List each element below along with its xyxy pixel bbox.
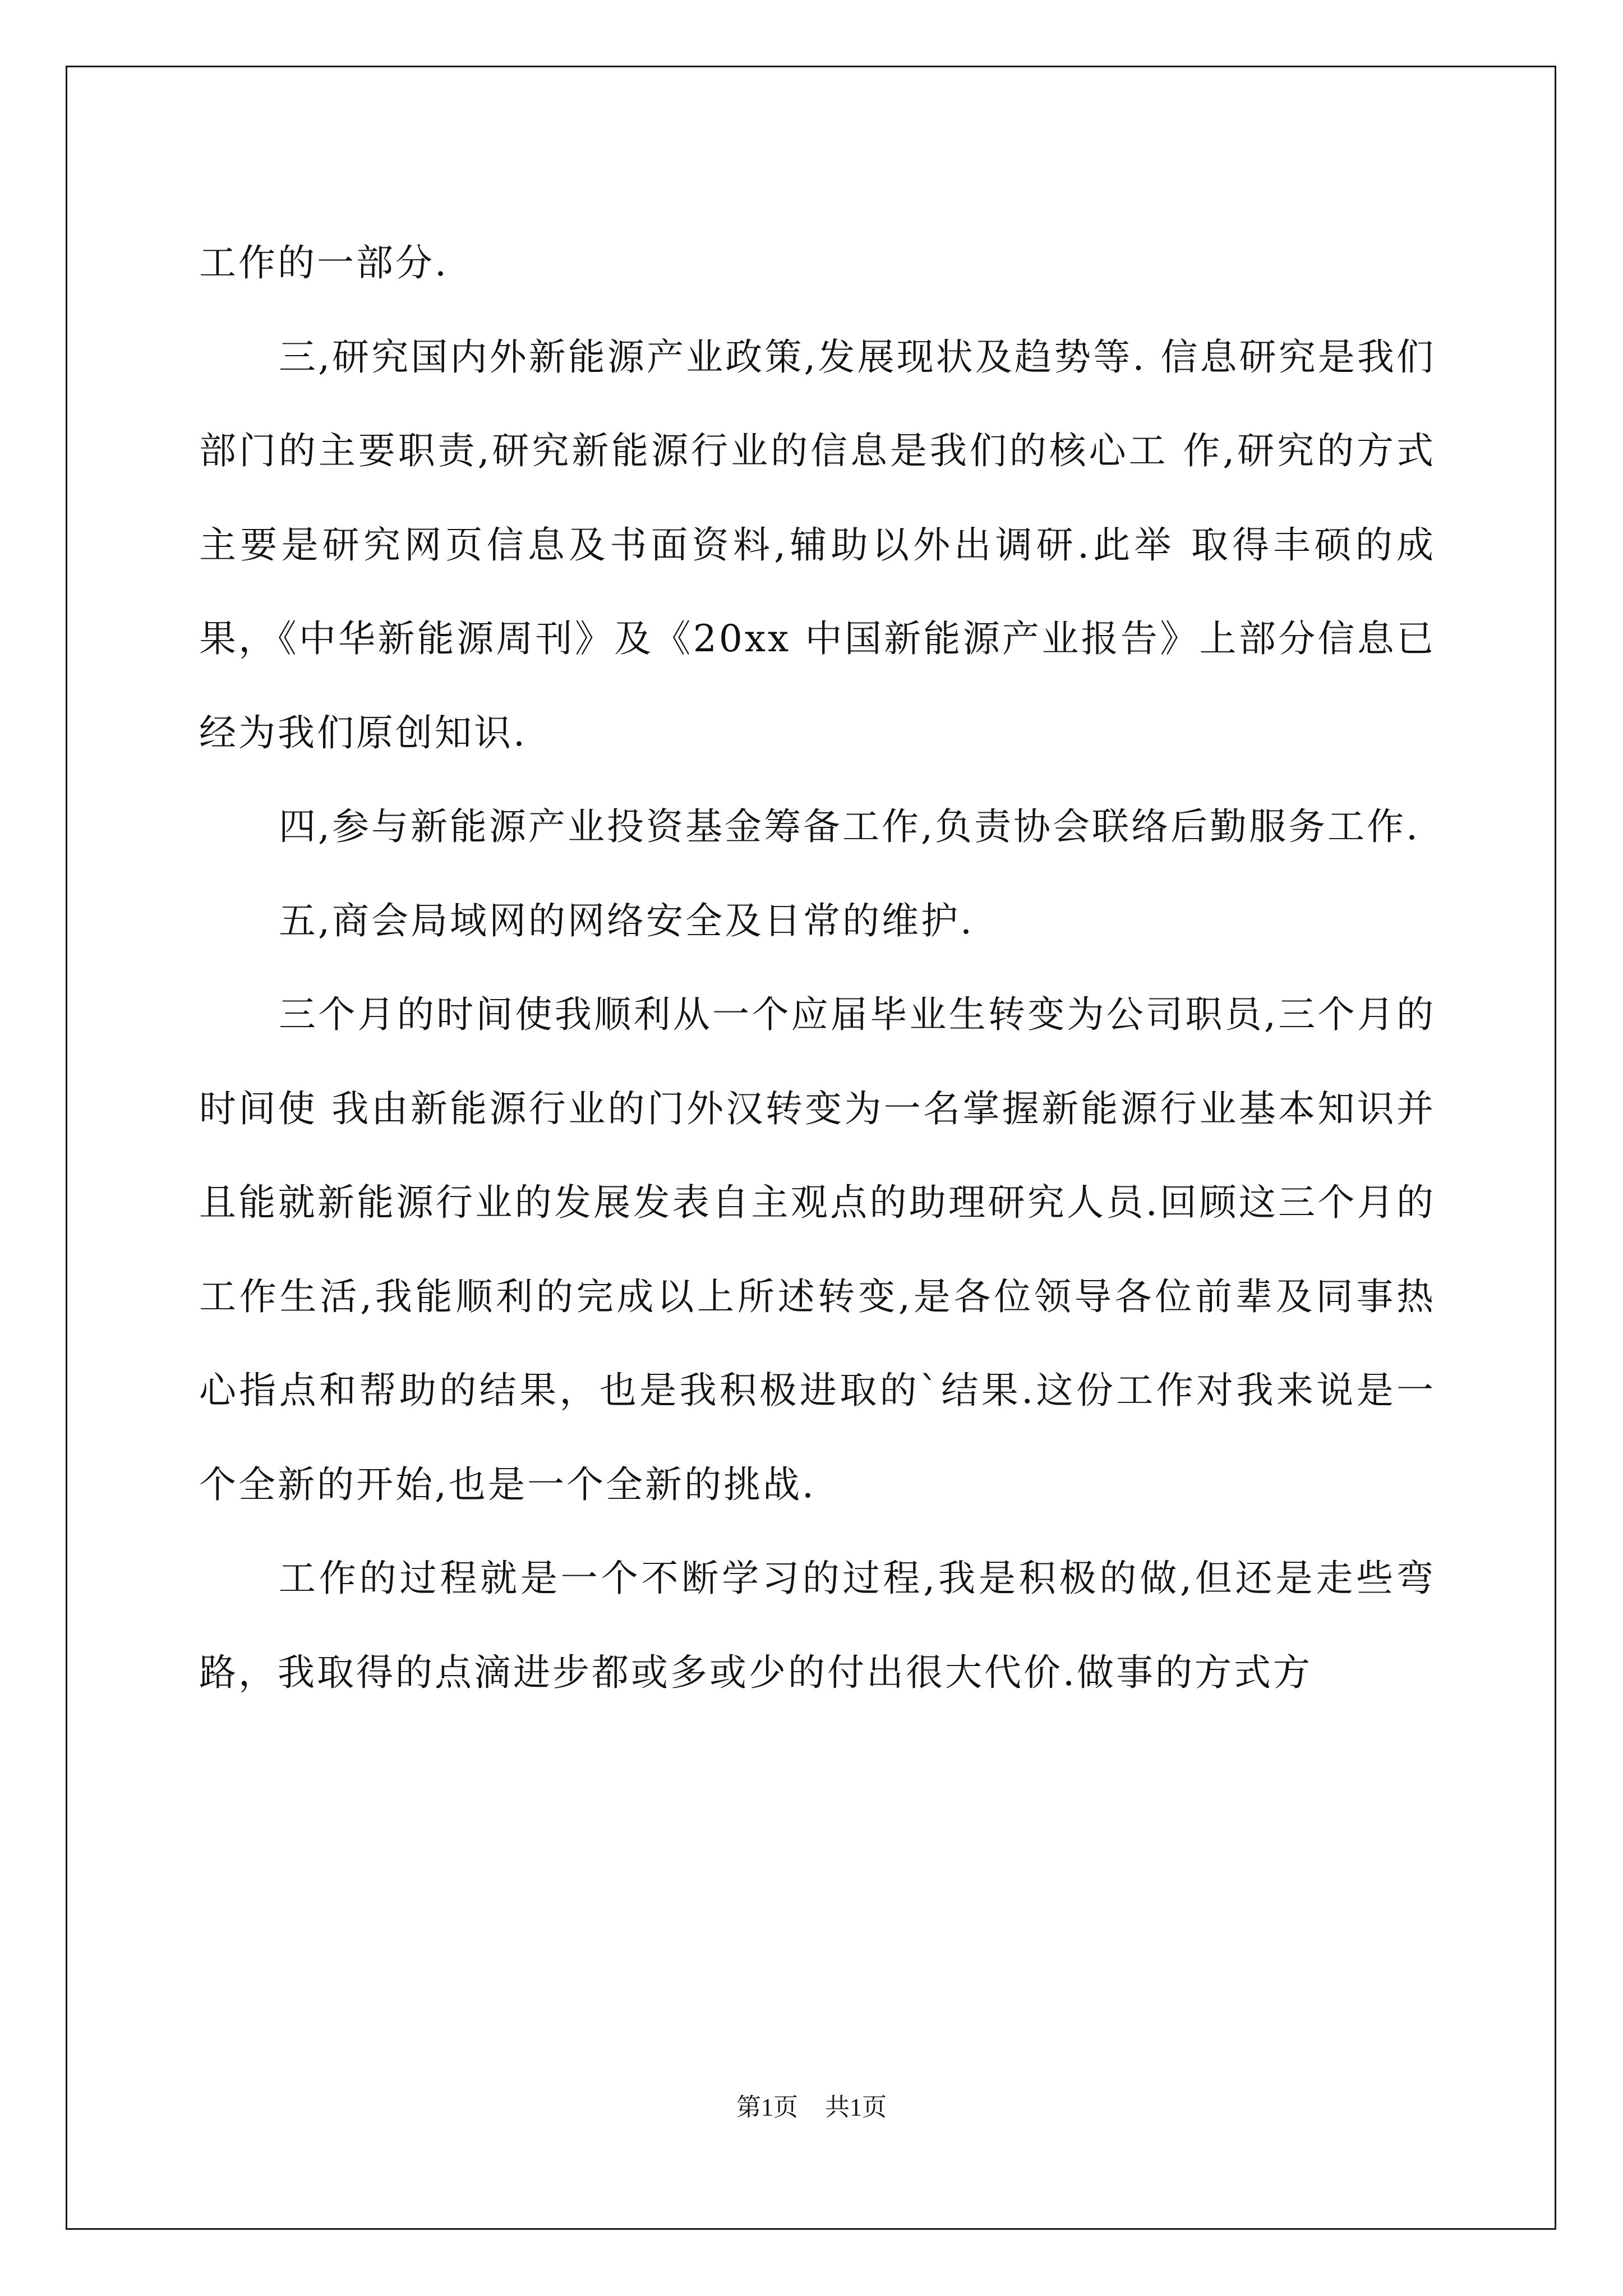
page-footer [0,2087,1623,2123]
paragraph-continuation: 工作的一部分. [199,241,449,284]
paragraph-item-five: 五,商会局域网的网络安全及日常的维护. [279,899,974,942]
paragraph-item-four: 四,参与新能源产业投资基金筹备工作,负责协会联络后勤服务工作. [279,805,1420,848]
paragraph-learning: 工作的过程就是一个不断学习的过程,我是积极的做,但还是走些弯路，我取得的点滴进步都或多或少的付出很大代价.做事的方式方 [199,1557,1436,1694]
page-total: 共1页 [825,2093,887,2121]
paragraph-item-three: 三,研究国内外新能源产业政策,发展现状及趋势等. 信息研究是我们部门的主要职责,研究新能源行业的信息是我们的核心工 作,研究的方式主要是研究网页信息及书面资料,辅助以外出调研.此举 取得丰硕的成果，《中华新能源周刊》及《20xx 中国新能源产业报告》上部分信息已经为我们原创知识. [199,335,1436,754]
page-number: 第1页 [736,2093,798,2121]
paragraph-summary: 三个月的时间使我顺利从一个应届毕业生转变为公司职员,三个月的时间使 我由新能源行业的门外汉转变为一名掌握新能源行业基本知识并且能就新能源行业的发展发表自主观点的助理研究人员.回顾这三个月的工作生活,我能顺利的完成以上所述转变,是各位领导各位前辈及同事热心指点和帮助的结果，也是我积极进取的`结果.这份工作对我来说是一个全新的开始,也是一个全新的挑战. [199,993,1436,1506]
document-body [199,216,1436,1719]
